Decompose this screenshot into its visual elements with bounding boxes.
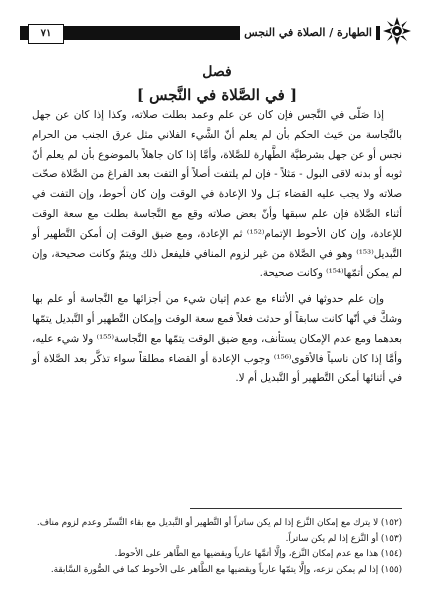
footnote: (١٥٢) لا يترك مع إمكان النَّزع إذا لم يكن ساتراً أو التَّطهير أو التَّبديل مع بقاء التَّستّر وعدم لزوم مناف. [36,518,402,528]
footnote-separator [190,508,402,509]
section-label: فصل [202,64,232,80]
ornament-icon [382,16,412,46]
footnotes [32,516,402,578]
section-title: [ في الصَّلاة في النَّجس ] [136,86,298,104]
header-title: الطهارة / الصلاة في النجس [240,24,376,42]
paragraph: إذا صَلّى في النَّجس فإن كان عن علم وعمد بطلت صلاته، وكذا إذا كان عن جهل بالنَّجاسة من حَيث الحكم بأن لم يعلم أنّ الشَّيء الفلاني مثل عرق الجنب من الحرام نجس أو عن جهل بشرطيَّة الطَّهارة للصَّلاة، وأمَّا إذا كان جاهلاً بالموضوع بأن لم يعلم أنّ ثوبه أو بدنه لاقى البول - مَثلاً - فإن لم يلتفت أصلاً أو التفت بعد الفراغ من الصَّلاة صحّت صلاته ولا يجب عليه القضاء بَـل ولا الإعادة في الوقت وإن كان أحوط، وإن التفت في أثناء الصَّلاة فإن علم سبقها وأنّ بعض صلاته وقع مع النَّجاسة بطلت مع سعة الوقت للإعادة، وإن كان الأحوط الإتمام⁽¹⁵²⁾ ثم الإعادة، ومع ضيق الوقت إن أمكن التَّطهير أو التَّبديل⁽¹⁵³⁾ وهو في الصَّلاة من غير لزوم المنافي فليفعل ذلك ويتمّ وكانت صحيحة، وإن لم يمكن أتمّها⁽¹⁵⁴⁾ وكانت صحيحة. [32,109,402,280]
footnote: (١٥٣) أو النَّزع إذا لم يكن ساتراً. [285,533,402,544]
footnote: (١٥٤) هذا مع عدم إمكان النَّزع، وإلَّا أتمَّها عارياً ويقضيها مع الطَّاهر على الأحوط. [114,549,402,559]
page-number: ٧١ [28,24,64,44]
footnote: (١٥٥) إذا لم يمكن نزعه، وإلَّا يتمّها عارياً ويقضيها مع الطَّاهر على الأحوط كما في الصُّورة السَّابقة. [50,564,402,575]
main-text [32,106,402,389]
running-header [20,16,412,46]
paragraph: وإن علم حدوثها في الأثناء مع عدم إتيان شيء من أجزائها مع النَّجاسة أو علم بها وشكَّ في أنّها كانت سابقاً أو حدثت فعلاً فمع سعة الوقت وإمكان التَّطهير أو التَّبديل يتمّها بعدهما ومع عدم الإمكان يستأنف، ومع ضيق الوقت يتمّها مع النَّجاسة⁽¹⁵⁵⁾ ولا شيء عليه، وأمَّا إذا كان ناسياً فالأقوى⁽¹⁵⁶⁾ وجوب الإعادة أو القضاء مطلقاً سواء تذكَّر بعد الصَّلاة أو في أثنائها أمكن التَّطهير أو التَّبديل أم لا. [32,293,403,385]
